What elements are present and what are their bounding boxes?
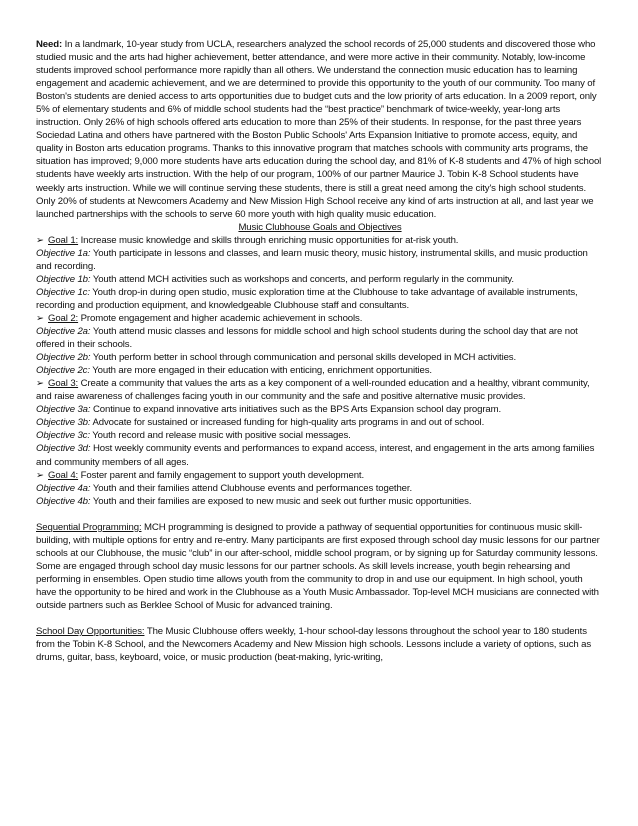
goal-4-text: Foster parent and family engagement to support youth development. [80, 469, 365, 481]
sequential-paragraph [36, 521, 604, 612]
objective-text: Host weekly community events and performances to expand access, interest, and engagement in the arts among families and community members of all ages. [36, 443, 595, 468]
sequential-text: MCH programming is designed to provide a pathway of sequential opportunities for continuous music skill-building, with multiple options for entry and re-entry. Many participants are first exposed through school day music lessons for our partner schools at our Clubhouse, the music “club” in our after-school, middle school program, or by signing up for Saturday community lessons. Some are engaged through school day music lessons for our partner schools. As skill levels increase, youth begin rehearsing and performing in ensembles. Open studio time allows youth from the community to drop in and use our equipment. In high school, youth have the opportunity to be hired and work in the Clubhouse as a Youth Music Ambassador. Top-level MCH musicians are connected with outside partners such as Berklee School of Music for advanced training. [36, 521, 600, 611]
arrow-bullet-icon: ➢ [36, 312, 44, 324]
arrow-bullet-icon: ➢ [36, 234, 44, 246]
objective-text: Advocate for sustained or increased funding for high-quality arts programs in and out of school. [92, 417, 485, 429]
objective-text: Youth and their families are exposed to new music and seek out further music opportunities. [92, 495, 472, 507]
objective-label: Objective 2c: [36, 365, 90, 377]
objective-2b [36, 351, 604, 364]
objective-4b [36, 495, 604, 508]
goal-3-text: Create a community that values the arts as a key component of a well-rounded education and a healthy, vibrant community, and raise awareness of challenges facing youth in our community and the safe and positive alternative music provides. [36, 378, 590, 403]
goals-heading: Music Clubhouse Goals and Objectives [238, 221, 402, 233]
objective-label: Objective 3b: [36, 417, 91, 429]
school-day-paragraph [36, 625, 604, 664]
paragraph-gap [36, 508, 604, 521]
objective-label: Objective 2a: [36, 326, 91, 338]
document-page [36, 38, 604, 664]
arrow-bullet-icon: ➢ [36, 378, 44, 390]
objective-3b [36, 416, 604, 429]
school-day-text: The Music Clubhouse offers weekly, 1-hour school-day lessons throughout the school year to 180 students from the Tobin K-8 School, and the Newcomers Academy and New Mission high schools. Lessons include a variety of options, such as drums, guitar, bass, keyboard, voice, or music production (beat-making, lyric-writing, [36, 626, 592, 664]
objective-text: Youth record and release music with positive social messages. [92, 430, 351, 442]
goal-1-text: Increase music knowledge and skills through enriching music opportunities for at-risk youth. [80, 234, 459, 246]
school-day-label: School Day Opportunities: [36, 626, 145, 638]
objective-label: Objective 1b: [36, 273, 91, 285]
goal-3-label: Goal 3: [48, 378, 79, 390]
objective-label: Objective 1a: [36, 247, 91, 259]
objective-text: Youth and their families attend Clubhouse events and performances together. [92, 482, 412, 494]
objective-text: Continue to expand innovative arts initiatives such as the BPS Arts Expansion school day program. [92, 404, 502, 416]
objective-3c [36, 429, 604, 442]
objective-label: Objective 3c: [36, 430, 90, 442]
goal-3 [36, 377, 604, 403]
objective-1b [36, 273, 604, 286]
need-label: Need: [36, 39, 63, 50]
objective-label: Objective 4b: [36, 495, 91, 507]
objective-2a [36, 325, 604, 351]
goal-4 [36, 469, 604, 482]
objective-text: Youth drop-in during open studio, music exploration time at the Clubhouse to take advantage of available instruments, recording and production equipment, and knowledgeable Clubhouse staff and consultants. [36, 286, 578, 311]
objective-text: Youth participate in lessons and classes, and learn music theory, music history, instrumental skills, and music production and recording. [36, 247, 588, 272]
goal-2-label: Goal 2: [48, 312, 79, 324]
objective-label: Objective 3d: [36, 443, 91, 455]
objective-1a [36, 247, 604, 273]
objective-1c [36, 286, 604, 312]
goal-1-label: Goal 1: [48, 234, 79, 246]
objective-label: Objective 2b: [36, 352, 91, 364]
need-text: In a landmark, 10-year study from UCLA, researchers analyzed the school records of 25,000 students and discovered those who studied music and the arts had higher achievement, better attendance, and were more active in their community. Notably, low-income students improved school performance more rapidly than all others. We understand the connection music education has to learning engagement and academic achievement, and we are determined to provide this opportunity to the youth of our community. Too many of Boston's students are denied access to arts opportunities due to budget cuts and the low priority of arts education. In a 2009 report, only 5% of elementary students and 6% of middle school students had the “best practice” benchmark of twice-weekly, year-long arts instruction. Only 26% of high schools offered arts education to more than 25% of their students. In response, for the past three years Sociedad Latina and others have partnered with the Boston Public Schools' Arts Expansion Initiative to promote access, equity, and quality in Boston arts education programs. Thanks to this innovative program that matches schools with community arts programs, the situation has improved; 9,000 more students have arts education during the school day, and 81% of K-8 students and 47% of high school students have weekly arts instruction. With the help of our program, 100% of our partner Maurice J. Tobin K-8 School students have weekly arts instruction. While we will continue serving these students, there is still a great need among the city's high school students. Only 20% of students at Newcomers Academy and New Mission High School receive any kind of arts instruction at all, and last year we launched partnerships with the schools to serve 60 more youth with high quality music education. [36, 39, 602, 220]
arrow-bullet-icon: ➢ [36, 469, 44, 481]
goal-4-label: Goal 4: [48, 469, 79, 481]
goal-1 [36, 234, 604, 247]
objective-label: Objective 4a: [36, 482, 91, 494]
objective-text: Youth attend MCH activities such as workshops and concerts, and perform regularly in the community. [92, 273, 514, 285]
paragraph-gap [36, 612, 604, 625]
objective-label: Objective 1c: [36, 286, 90, 298]
need-paragraph [36, 38, 604, 221]
objective-3d [36, 442, 604, 468]
objective-text: Youth attend music classes and lessons for middle school and high school students during the school day that are not offered in their schools. [36, 326, 578, 351]
objective-4a [36, 482, 604, 495]
objective-text: Youth perform better in school through communication and personal skills developed in MCH activities. [92, 352, 517, 364]
objective-text: Youth are more engaged in their education with enticing, enrichment opportunities. [92, 365, 432, 377]
objective-3a [36, 403, 604, 416]
goal-2-text: Promote engagement and higher academic achievement in schools. [80, 312, 363, 324]
goal-2 [36, 312, 604, 325]
sequential-label: Sequential Programming: [36, 521, 142, 533]
objective-label: Objective 3a: [36, 404, 91, 416]
objective-2c [36, 364, 604, 377]
